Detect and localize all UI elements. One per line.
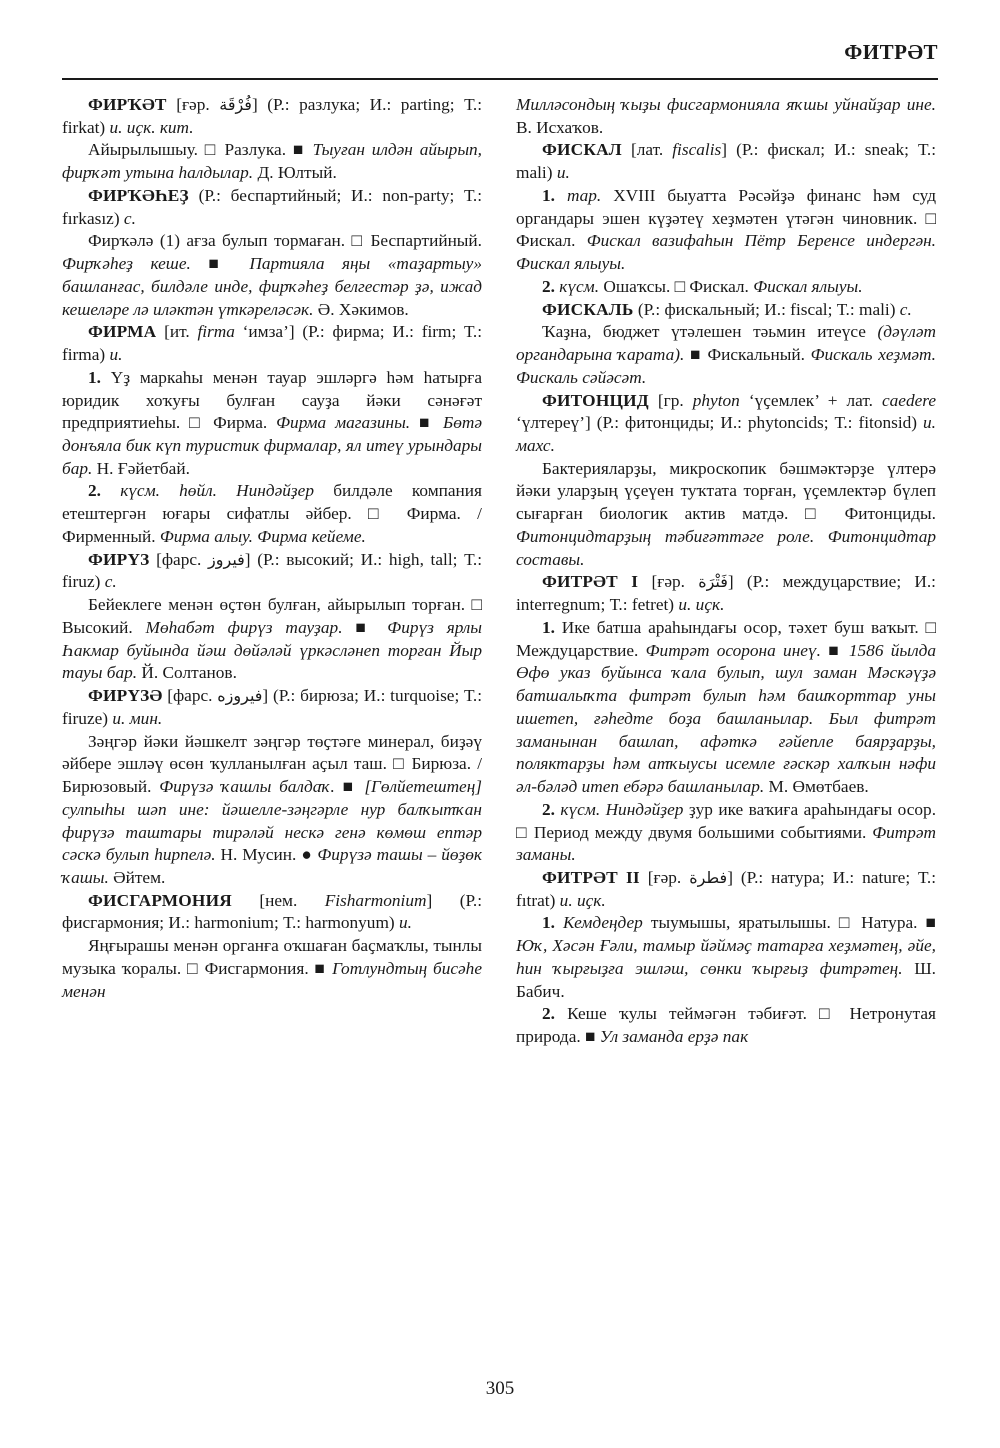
example-marker: ■	[410, 413, 443, 433]
entry-firuza	[62, 685, 482, 730]
grammar-label: и. иҫк.	[559, 890, 606, 910]
gloss: (Р.: фитонциды; И.: phytoncids; Т.: fitonsid)	[596, 413, 918, 433]
headword: ФИТРӘТ I	[542, 572, 639, 592]
headword: ФИРҠӘҺЕҘ	[88, 185, 189, 205]
example: Фитонцидтарҙың тәбиғәттәге роле. Фитонцидтар составы.	[516, 526, 936, 569]
example: Фирҡәһеҙ кеше.	[62, 254, 191, 274]
arabic-script: فُرْقَة	[219, 95, 252, 114]
definition: Кеше ҡулы теймәгән тәбиғәт. □ Нетронутая природа.	[516, 1004, 936, 1047]
example-source: Д. Юлтый.	[253, 163, 337, 183]
headword: ФИТРӘТ II	[542, 867, 640, 887]
sense-firma-1	[62, 367, 482, 481]
sense-number: 2.	[542, 1004, 555, 1024]
sense-number: 1.	[88, 367, 101, 387]
definition: Ошаҡсы. □ Фискал.	[603, 276, 754, 296]
entry-firma	[62, 321, 482, 366]
entry-fiskal	[516, 139, 936, 184]
gloss: (Р.: натура; И.: nature; Т.: fıtrat)	[516, 867, 937, 910]
example: Фирүз ярлы Һакмар буйында йәш дөйәләй үркәсләнеп торған Йыр тауы бар.	[62, 617, 482, 683]
example-source: Әйтем.	[108, 867, 166, 887]
entry-fiskal-adj	[516, 299, 936, 322]
definition: XVIII быуатта Рәсәйҙә финанс һәм суд органдары эшен күҙәтеү хеҙмәтен үтәгән чиновник. □ Фискал.	[516, 185, 936, 251]
example: Бөтә донъяла бик күп туристик фирмалар, ял итеү урындары бар.	[62, 413, 482, 478]
headword: ФИТОНЦИД	[542, 390, 649, 410]
arabic-script: فَتْرَة	[698, 572, 728, 592]
sense-fiskal-adj-1	[516, 321, 936, 389]
definition: Айырылышыу. □ Разлука. ■	[88, 140, 313, 160]
entry-fitontsid	[516, 390, 936, 458]
definition: Үҙ маркаһы менән тауар эшләргә һәм һатырға юридик хоҡуғы булған сауҙа йәки сәнәғәт предприятиеһы. □ Фирма.	[62, 367, 482, 433]
sense-number: 1.	[542, 617, 555, 637]
etymology-close: ]	[262, 686, 269, 706]
sense-number: 2.	[542, 799, 555, 819]
example: 1586 йылда Өфө указ буйынса ҡала булып, шул заман Мәскәүҙә батшалыҡта фитрәт булып һәм башҡорттар уны ишетеп, ғәһедте боҙа башланылар. Был фитрәт заманынан башлап, афәткә ғәйепле баярҙарҙы, поляктарҙы һәм атҡыусы исемле ғәскәр халҡын нәфи әл-бәләд итеп ебәрә башланылар.	[516, 640, 936, 797]
gloss: (Р.: фисгармония; И.: harmonium; Т.: harmonyum)	[62, 890, 483, 933]
headword: ФИРҮЗӘ	[88, 686, 163, 706]
usage-label: күсм. һөйл.	[100, 481, 237, 501]
right-column	[516, 94, 936, 1328]
example-marker: ■	[190, 254, 250, 274]
sense-fiskal-2	[516, 276, 936, 299]
example-marker: ■	[820, 640, 849, 660]
header-divider	[62, 78, 938, 80]
gloss: (Р.: бирюза; И.: turquoise; Т.: firuze)	[62, 686, 483, 728]
etymology-open: [ит.	[164, 322, 198, 342]
grammar-label: и. иҫк. кит.	[109, 117, 194, 137]
gloss: (Р.: фирма; И.: firm; Т.: firma)	[62, 322, 483, 365]
etymology-open: [гр.	[657, 390, 693, 410]
definition-lead: Ниндәйҙер	[605, 799, 684, 819]
etymology-open: [фарс.	[156, 549, 202, 569]
sense-number: 2.	[542, 276, 555, 296]
etymology-open: [ғәр.	[176, 95, 210, 114]
sense-firuza-1	[62, 731, 482, 890]
grammar-label: и.	[109, 345, 123, 365]
sense-number: 1.	[542, 185, 555, 205]
grammar-label: с.	[899, 299, 912, 319]
sense-fiskal-1	[516, 185, 936, 276]
grammar-label: и.	[398, 913, 412, 933]
definition: тыумышы, яратылышы. □ Натура.	[642, 913, 926, 933]
etymology-open: [фарс.	[167, 686, 213, 706]
example: Фискал ялыуы.	[753, 276, 863, 296]
sense-firma-2	[62, 480, 482, 548]
example-marker: ■	[334, 777, 365, 797]
example-marker: ■	[684, 345, 708, 365]
definition: Фискальный.	[707, 345, 811, 365]
headword: ФИСКАЛ	[542, 140, 622, 160]
example-marker: ■	[585, 1027, 600, 1047]
entry-firkat	[62, 94, 482, 139]
grammar-label: с.	[123, 208, 136, 228]
example: Ул заманда ерҙә пак	[599, 1027, 749, 1047]
entry-firuz	[62, 549, 482, 594]
example-marker: ●	[296, 845, 318, 865]
example: Фирүзә ташы – йөҙөк ҡашы.	[62, 845, 482, 887]
usage-label: күсм.	[554, 276, 604, 296]
usage-label: тар.	[554, 185, 614, 205]
sense-fitrat2-1	[516, 912, 936, 1003]
entry-fitrat-2	[516, 867, 936, 912]
example: [Гөлйemeштең] сулпыһы шәп ине: йәшелле-зәңгәрле нур балҡытҡан фирүзә таштары тирәләй нескә генә көмөш ептәр сәскә булып һирпелә.	[62, 777, 483, 865]
headword: ФИСКАЛЬ	[542, 299, 634, 319]
sense-fisgarmoniya-1	[62, 935, 482, 1003]
example: Милләсондың ҡыҙы фисгармонияла яҡшы уйнайҙар ине.	[516, 95, 936, 114]
grammar-label: и. махс.	[516, 413, 936, 456]
example-source: М. Өмөтбаев.	[764, 777, 869, 797]
example: Фитрәт осорона инеү.	[645, 640, 821, 660]
etymology-source-word: phyton	[692, 390, 740, 410]
usage-label: күсм.	[554, 799, 606, 819]
headword: ФИРҠӘТ	[88, 95, 167, 114]
definition-lead: Ниндәйҙер	[236, 481, 314, 501]
gloss: (Р.: фискал; И.: sneak; Т.: mali)	[516, 140, 937, 183]
example-source: Й. Солтанов.	[137, 663, 237, 683]
left-column	[62, 94, 482, 1328]
example: Фитрәт заманы.	[516, 822, 936, 865]
sense-firkat-1	[62, 139, 482, 184]
definition: ҙур ике ваҡиға араһындағы осор. □ Период между двумя большими событиями.	[516, 799, 937, 842]
example-source: Н. Ғәйетбай.	[92, 458, 190, 478]
etymology-close: ]	[727, 572, 734, 592]
etymology-close: ‘үлтереү’]	[516, 413, 591, 433]
example: Фирма алыу. Фирма кейеме.	[159, 526, 366, 546]
example: Мөһабәт фирүз тауҙар.	[145, 617, 343, 637]
etymology-close: ]	[251, 95, 258, 114]
arabic-script: فطرة	[689, 867, 728, 887]
running-head-title: ФИТРӘТ	[844, 40, 938, 64]
example-source: Ш. Бабич.	[516, 958, 937, 1001]
example: Партияла яңы «таҙартыу» башланғас, билдәле инде, фирҡәһеҙ белгестәр ҙә, ижад кешеләре лә иләктән үткәреләсәк.	[62, 254, 482, 319]
entry-firkahez	[62, 185, 482, 230]
arabic-script: فيروزه	[217, 686, 263, 706]
sense-fisgarmoniya-continued	[516, 94, 936, 139]
example-source: Н. Мусин.	[215, 845, 297, 865]
definition: Ҡаҙна, бюджет үтәлешен тәьмин итеүсе	[542, 322, 878, 342]
grammar-label: с.	[104, 572, 117, 592]
etymology-close: ]	[721, 140, 727, 160]
entry-fisgarmoniya	[62, 890, 482, 935]
etymology-source-word: Fisharmonium	[324, 890, 427, 910]
example: Готлундтың бисәһе менән	[62, 958, 482, 1001]
gloss: (Р.: разлука; И.: parting; Т.: firkat)	[62, 95, 483, 137]
text-columns	[62, 94, 942, 1328]
sense-fitrat2-2	[516, 1003, 936, 1048]
sense-fitrat1-1	[516, 617, 936, 799]
grammar-label: и.	[556, 163, 570, 183]
sense-fitontsid-1	[516, 458, 936, 572]
etymology-source-word: fiscalis	[672, 140, 722, 160]
etymology-close: ]	[244, 549, 251, 569]
etymology-close: ]	[727, 867, 733, 887]
headword: ФИРМА	[88, 322, 157, 342]
example: Фискал вазифаһын Пётр Беренсе индергән. Фискал ялыуы.	[516, 231, 937, 274]
example: Фискаль хеҙмәт. Фискаль сәйәсәт.	[516, 345, 936, 387]
arabic-script: فيروز	[208, 549, 245, 569]
gloss: (Р.: беспартийный; И.: non-party; Т.: fırkasız)	[62, 185, 482, 228]
definition: Ике батша араһындағы осор, тәхет буш ваҡыт. □ Междуцарствие.	[516, 617, 936, 660]
etymology-open: [ғәр.	[647, 867, 682, 887]
headword: ФИСГАРМОНИЯ	[88, 890, 232, 910]
etymology-source-word: firma	[197, 322, 235, 342]
sense-number: 1.	[542, 913, 555, 933]
etymology-close: ]	[426, 890, 433, 910]
example: Фирүзә ҡашлы балдаҡ.	[159, 777, 335, 797]
etymology-open: [нем.	[259, 890, 325, 910]
definition: Бактерияларҙы, микроскопик бәшмәктәрҙе үлтерә йәки уларҙың үҫеүен туҡтата торған, үҫемлектәр бүлеп сығарған биологик актив матдә. □ Фитонциды.	[516, 458, 936, 524]
running-head	[62, 40, 938, 70]
etymology-close: ‘имза’]	[234, 322, 295, 342]
sense-fitrat1-2	[516, 799, 936, 867]
page-number: 305	[485, 1378, 515, 1399]
definition: Фирҡәлә (1) ағза булып тормаған. □ Беспартийный.	[88, 231, 482, 251]
definition: Зәңгәр йәки йәшкелт зәңгәр төҫтәге минерал, биҙәү әйбере эшләү өсөн ҡулланылған аҫыл таш. □ Бирюза. / Бирюзовый.	[62, 731, 482, 797]
definition-qualifier: (дәүләт органдарына ҡарата).	[516, 322, 936, 365]
etymology-open: [лат.	[630, 140, 673, 160]
gloss: (Р.: фискальный; И.: fiscal; Т.: mali)	[637, 299, 896, 319]
etymology-source-word: caedere	[881, 390, 937, 410]
sense-firkahez-1	[62, 230, 482, 321]
example: Юҡ, Хәсән Ғәли, тамыр йәймәҫ татарға хеҙмәтең, әйе, һин ҡырғыҙға эшләш, сөнки ҡырғыҙ фитрәтең.	[516, 936, 936, 978]
grammar-label: и. мин.	[112, 708, 163, 728]
sense-number: 2.	[88, 481, 101, 501]
gloss: (Р.: высокий; И.: high, tall; Т.: firuz)	[62, 549, 483, 592]
example: Тыуған илдән айырып, фирҡәт утына һалдылар.	[62, 140, 482, 183]
gloss: (Р.: междуцарствие; И.: interregnum; Т.: fetret)	[516, 572, 936, 615]
etymology-open: [ғәр.	[651, 572, 685, 592]
example-source: Ә. Хәкимов.	[313, 299, 409, 319]
definition-lead: Кемдеңдер	[554, 913, 643, 933]
etymology-middle: ‘үҫемлек’ + лат.	[739, 390, 882, 410]
example-marker: ■	[925, 913, 936, 933]
sense-firuz-1	[62, 594, 482, 685]
definition: Бейеклеге менән өҫтөн булған, айырылып торған. □ Высокий.	[62, 595, 482, 637]
grammar-label: и. иҫк.	[678, 595, 725, 615]
definition: Яңғырашы менән органға оҡшаған баҫмаҡлы, тынлы музыка ҡоралы. □ Фисгармония. ■	[62, 936, 482, 978]
example: Фирма магазины.	[276, 413, 411, 433]
headword: ФИРҮЗ	[88, 549, 150, 569]
definition: билдәле компания етештергән юғары сифатлы әйбер. □ Фирма. / Фирменный.	[62, 481, 482, 546]
example-marker: ■	[342, 617, 388, 637]
example-source: В. Исхаҡов.	[516, 117, 604, 137]
entry-fitrat-1	[516, 571, 936, 616]
